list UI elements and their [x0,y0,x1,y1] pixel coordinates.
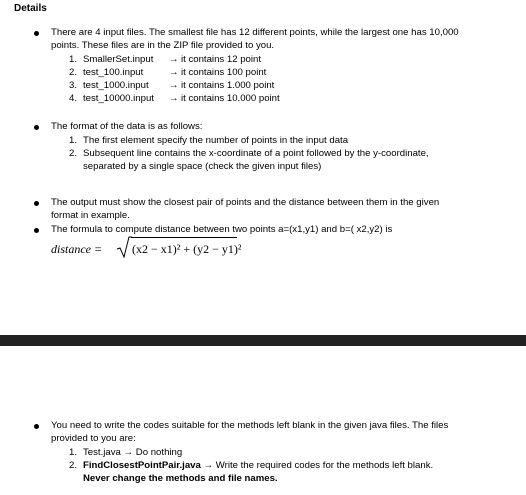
list-number: 1. [69,54,78,65]
bullet-icon [34,31,39,36]
list-number: 4. [69,93,78,104]
java-files-paragraph-line1: You need to write the codes suitable for the methods left blank in the given java files. The files [51,420,449,431]
divider-band [0,335,526,346]
sqrt-vinculum [131,237,237,238]
arrow-right-icon: → [203,460,214,471]
formula-paragraph: The formula to compute distance between two points a=(x1,y1) and b=( x2,y2) is [51,224,393,235]
java-file-name: Test.java [83,447,121,458]
formula-rhs: (x2 − x1)² + (y2 − y1)² [132,242,242,256]
warning-text: Never change the methods and file names. [83,473,278,484]
arrow-right-icon: → [169,93,179,104]
file-name: test_100.input [83,67,144,78]
java-file-item [69,460,433,472]
file-description: it contains 12 point [181,54,262,65]
bullet-icon [34,424,39,429]
format-list-item [69,135,348,147]
format-item-text: Subsequent line contains the x-coordinate of a point followed by the y-coordinate, [83,148,429,159]
java-file-description: Do nothing [135,447,183,458]
java-file-name: FindClosestPointPair.java [83,460,201,471]
bullet-icon [34,201,39,206]
format-heading: The format of the data is as follows: [51,121,203,132]
file-description: it contains 1.000 point [181,80,275,91]
list-number: 1. [69,135,78,146]
java-file-item [69,447,182,459]
file-list-item [69,93,280,105]
arrow-right-icon: → [169,80,179,91]
arrow-right-icon: → [169,67,179,78]
format-list-item [69,148,429,160]
details-heading: Details [14,3,47,14]
list-number: 2. [69,67,78,78]
format-item-text: The first element specify the number of points in the input data [83,135,349,146]
java-file-description: Write the required codes for the methods left blank. [215,460,434,471]
file-description: it contains 10.000 point [181,93,280,104]
file-name: SmallerSet.input [83,54,154,65]
list-number: 2. [69,148,78,159]
file-description: it contains 100 point [181,67,267,78]
file-list-item [69,67,266,79]
list-number: 3. [69,80,78,91]
format-item-continuation: separated by a single space (check the given input files) [83,161,322,172]
arrow-right-icon: → [123,447,134,458]
arrow-right-icon: → [169,54,179,65]
list-number: 1. [69,447,78,458]
input-files-paragraph-line2: points. These files are in the ZIP file provided to you. [51,40,275,51]
bullet-icon [34,125,39,130]
file-name: test_10000.input [83,93,154,104]
sqrt-icon [116,235,132,259]
file-list-item [69,54,261,66]
file-name: test_1000.input [83,80,149,91]
file-list-item [69,80,274,92]
bullet-icon [34,228,39,233]
output-paragraph-line1: The output must show the closest pair of points and the distance between them in the given [51,197,440,208]
formula-lhs: distance = [51,242,103,256]
input-files-paragraph-line1: There are 4 input files. The smallest file has 12 different points, while the largest one has 10,000 [51,27,459,38]
java-files-paragraph-line2: provided to you are: [51,433,136,444]
list-number: 2. [69,460,78,471]
output-paragraph-line2: format in example. [51,210,130,221]
